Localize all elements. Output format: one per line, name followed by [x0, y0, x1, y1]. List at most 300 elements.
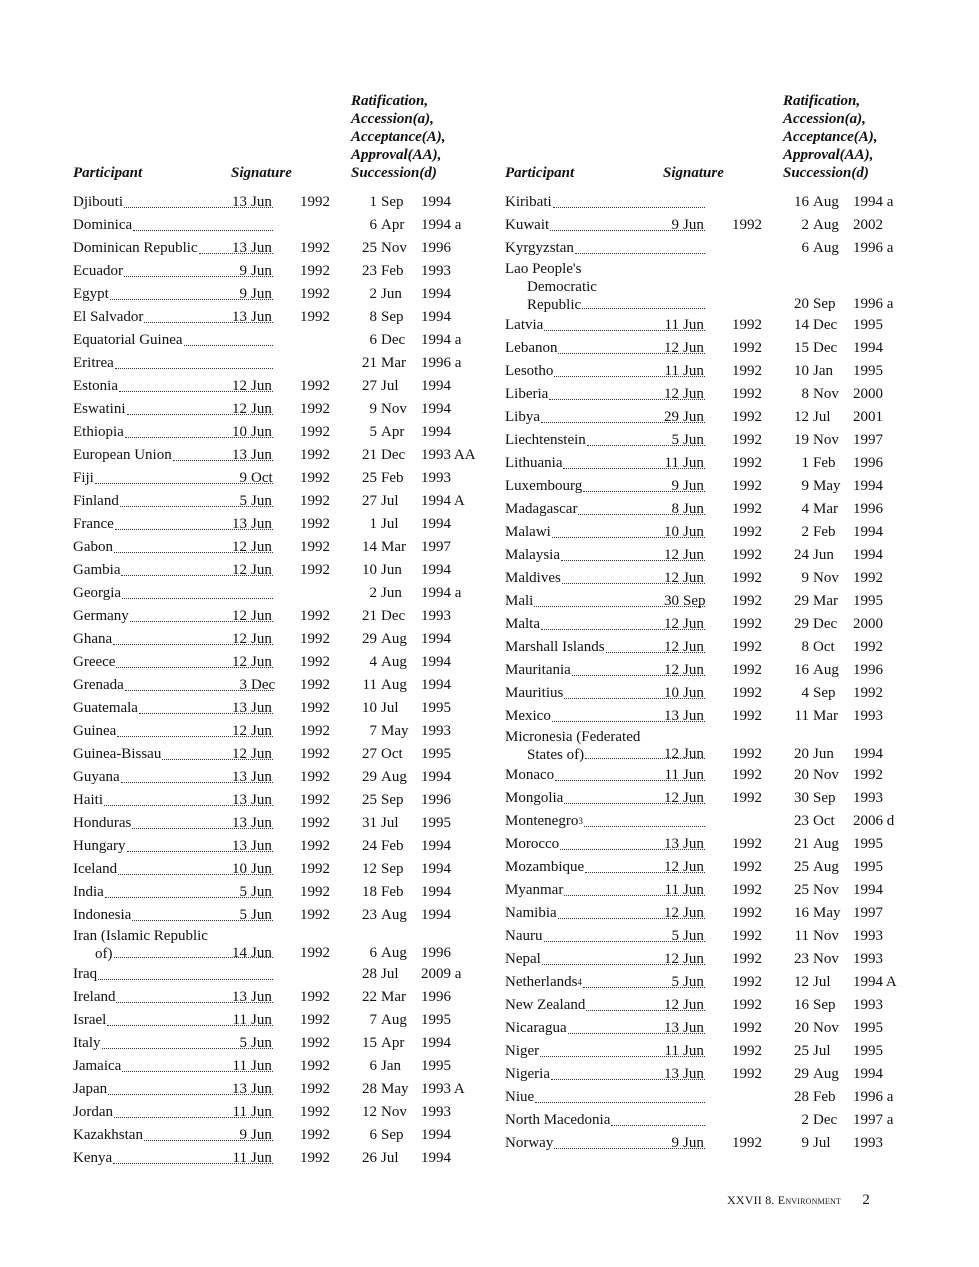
ratification-year: 1994 a	[853, 194, 894, 210]
participant-name-text: Estonia	[73, 378, 118, 394]
signature-month: Sep	[683, 593, 706, 609]
signature-day: 12	[664, 662, 679, 678]
signature-day: 13	[664, 708, 679, 724]
participant-name	[73, 214, 274, 237]
ratification-year: 1994	[421, 516, 451, 532]
signature-year: 1992	[732, 951, 762, 967]
signature-year: 1992	[732, 616, 762, 632]
participant-name-text: Nepal	[505, 951, 541, 967]
ratification-day: 25	[362, 470, 377, 486]
dot-leader	[102, 1048, 274, 1049]
ratification-month: Sep	[813, 685, 836, 701]
table-row	[73, 674, 476, 697]
signature-day: 11	[232, 1150, 247, 1166]
signature-day: 12	[232, 654, 247, 670]
table-row	[505, 1040, 897, 1063]
signature-day: 29	[664, 409, 679, 425]
right-column	[505, 86, 897, 1155]
signature-month: Jun	[251, 1012, 272, 1028]
ratification-month: Nov	[381, 1104, 407, 1120]
table-row	[73, 1055, 476, 1078]
table-row	[73, 214, 476, 237]
signature-month: Jun	[251, 907, 272, 923]
signature-day: 12	[664, 905, 679, 921]
participant-name-text: Ecuador	[73, 263, 123, 279]
ratification-day: 20	[794, 746, 809, 762]
dot-leader	[122, 598, 273, 599]
ratification-day: 24	[362, 838, 377, 854]
signature-year: 1992	[732, 501, 762, 517]
participant-name	[73, 329, 274, 352]
signature-day: 12	[664, 386, 679, 402]
signature-day: 12	[664, 340, 679, 356]
ratification-month: Aug	[813, 836, 839, 852]
ratification-day: 1	[369, 194, 377, 210]
dot-leader	[115, 368, 273, 369]
ratification-day: 5	[369, 424, 377, 440]
signature-year: 1992	[732, 363, 762, 379]
signature-day: 13	[232, 769, 247, 785]
ratification-year: 1996 a	[421, 355, 462, 371]
table-row	[73, 582, 476, 605]
ratification-day: 25	[794, 859, 809, 875]
ratification-day: 25	[362, 792, 377, 808]
signature-month: Jun	[251, 1150, 272, 1166]
table-row	[73, 835, 476, 858]
table-row	[505, 1017, 897, 1040]
ratification-year: 1996 a	[853, 1089, 894, 1105]
signature-year: 1992	[300, 945, 330, 961]
ratification-day: 9	[801, 1135, 809, 1151]
dot-leader	[550, 230, 705, 231]
ratification-month: Aug	[381, 1012, 407, 1028]
ratification-year: 1993	[421, 608, 451, 624]
ratification-day: 10	[794, 363, 809, 379]
participant-name-text: Myanmar	[505, 882, 564, 898]
dot-leader	[551, 1079, 705, 1080]
table-row	[505, 237, 897, 260]
participant-name-text: Kuwait	[505, 217, 550, 233]
signature-day: 13	[232, 240, 247, 256]
signature-day: 9	[671, 217, 679, 233]
participant-name	[73, 582, 274, 605]
participant-name-text: Lithuania	[505, 455, 563, 471]
participant-name-text: Greece	[73, 654, 116, 670]
signature-month: Jun	[251, 945, 272, 961]
ratification-day: 6	[369, 332, 377, 348]
participant-name-line: Lao People's	[505, 261, 582, 277]
ratification-month: Dec	[381, 447, 406, 463]
participant-name-text: Mali	[505, 593, 534, 609]
ratification-day: 1	[801, 455, 809, 471]
participant-name-text: Gambia	[73, 562, 121, 578]
ratification-month: Sep	[813, 997, 836, 1013]
ratification-day: 18	[362, 884, 377, 900]
table-row	[505, 810, 897, 833]
signature-year: 1992	[732, 905, 762, 921]
table-row	[73, 986, 476, 1009]
dot-leader	[584, 826, 705, 827]
signature-month: Jun	[683, 217, 704, 233]
ratification-year: 1993	[853, 1135, 883, 1151]
ratification-month: Feb	[813, 455, 836, 471]
participant-name-text: Liechtenstein	[505, 432, 586, 448]
signature-day: 9	[671, 1135, 679, 1151]
signature-month: Dec	[251, 677, 276, 693]
ratification-month: Jun	[381, 585, 402, 601]
ratification-day: 4	[801, 501, 809, 517]
ratification-month: Feb	[813, 1089, 836, 1105]
ratification-month: Feb	[381, 263, 404, 279]
ratification-day: 12	[794, 974, 809, 990]
signature-day: 13	[232, 838, 247, 854]
participant-table-right	[505, 191, 897, 1155]
participant-name-text: Morocco	[505, 836, 560, 852]
table-row	[73, 1032, 476, 1055]
participant-name-text: Israel	[73, 1012, 107, 1028]
ratification-month: May	[813, 478, 841, 494]
dot-leader	[114, 1117, 273, 1118]
table-row	[505, 613, 897, 636]
dot-leader	[105, 897, 273, 898]
dot-leader	[116, 667, 273, 668]
table-row	[505, 636, 897, 659]
signature-year: 1992	[732, 340, 762, 356]
signature-day: 10	[232, 424, 247, 440]
table-row	[73, 963, 476, 986]
table-row	[505, 452, 897, 475]
participant-name-text: Indonesia	[73, 907, 132, 923]
ratification-day: 25	[794, 1043, 809, 1059]
table-row	[73, 467, 476, 490]
ratification-day: 10	[362, 700, 377, 716]
signature-day: 13	[664, 1066, 679, 1082]
signature-month: Jun	[251, 700, 272, 716]
signature-month: Jun	[683, 746, 704, 762]
ratification-header: Ratification, Accession(a), Acceptance(A), Approval(AA), Succession(d)	[783, 93, 878, 181]
dot-leader	[98, 979, 273, 980]
ratification-day: 27	[362, 746, 377, 762]
ratification-year: 1995	[853, 1020, 883, 1036]
participant-name-text: Madagascar	[505, 501, 578, 517]
ratification-month: Aug	[381, 631, 407, 647]
ratification-year: 1996	[853, 455, 883, 471]
signature-day: 13	[232, 1081, 247, 1097]
footnote-marker: 4	[577, 977, 582, 987]
ratification-day: 20	[794, 767, 809, 783]
ratification-day: 15	[362, 1035, 377, 1051]
signature-day: 12	[232, 539, 247, 555]
participant-name-text: Iceland	[73, 861, 118, 877]
ratification-day: 1	[369, 516, 377, 532]
ratification-year: 1994	[853, 340, 883, 356]
footnote-marker: 3	[578, 816, 583, 826]
signature-month: Jun	[683, 882, 704, 898]
table-row	[505, 544, 897, 567]
ratification-day: 2	[801, 217, 809, 233]
ratification-month: Apr	[381, 1035, 405, 1051]
ratification-year: 1994	[421, 677, 451, 693]
signature-day: 12	[232, 378, 247, 394]
participant-name-text: Equatorial Guinea	[73, 332, 183, 348]
participant-name-text: El Salvador	[73, 309, 144, 325]
signature-year: 1992	[732, 455, 762, 471]
dot-leader	[544, 330, 705, 331]
signature-day: 9	[239, 1127, 247, 1143]
participant-name-text: Monaco	[505, 767, 555, 783]
table-row	[73, 421, 476, 444]
ratification-year: 1993 A	[421, 1081, 465, 1097]
ratification-month: Jul	[813, 1135, 831, 1151]
ratification-month: Aug	[381, 769, 407, 785]
table-row	[505, 383, 897, 406]
ratification-day: 6	[369, 945, 377, 961]
signature-day: 5	[671, 928, 679, 944]
ratification-year: 1995	[421, 1058, 451, 1074]
table-row	[73, 927, 476, 963]
ratification-year: 1997 a	[853, 1112, 894, 1128]
participant-name	[505, 1086, 706, 1109]
ratification-year: 1996 a	[853, 296, 894, 312]
table-row	[73, 1078, 476, 1101]
dot-leader	[115, 529, 273, 530]
signature-month: Jun	[251, 562, 272, 578]
signature-year: 1992	[300, 1150, 330, 1166]
signature-month: Jun	[251, 1035, 272, 1051]
ratification-year: 1994	[853, 547, 883, 563]
participant-name-text: Honduras	[73, 815, 132, 831]
ratification-day: 11	[794, 708, 809, 724]
ratification-day: 6	[801, 240, 809, 256]
ratification-day: 21	[362, 608, 377, 624]
ratification-year: 1994 a	[421, 585, 462, 601]
signature-year: 1992	[300, 700, 330, 716]
ratification-year: 1992	[853, 570, 883, 586]
signature-year: 1992	[300, 746, 330, 762]
ratification-day: 12	[794, 409, 809, 425]
dot-leader	[534, 606, 705, 607]
signature-year: 1992	[300, 194, 330, 210]
ratification-month: Nov	[813, 767, 839, 783]
signature-month: Jun	[683, 859, 704, 875]
participant-name-text: Maldives	[505, 570, 561, 586]
ratification-day: 29	[362, 769, 377, 785]
ratification-month: Mar	[813, 501, 838, 517]
ratification-year: 1992	[853, 767, 883, 783]
signature-year: 1992	[732, 317, 762, 333]
ratification-year: 1994	[421, 1150, 451, 1166]
participant-name-text: Hungary	[73, 838, 126, 854]
signature-month: Jun	[251, 286, 272, 302]
participant-name-text: Namibia	[505, 905, 557, 921]
table-row	[73, 1124, 476, 1147]
table-row	[73, 651, 476, 674]
signature-day: 12	[232, 631, 247, 647]
signature-month: Jun	[683, 409, 704, 425]
participant-name-text: Mozambique	[505, 859, 585, 875]
ratification-month: Nov	[381, 240, 407, 256]
signature-year: 1992	[300, 240, 330, 256]
participant-name-text: Germany	[73, 608, 129, 624]
participant-name-text: France	[73, 516, 114, 532]
ratification-month: Aug	[813, 194, 839, 210]
signature-month: Jun	[251, 838, 272, 854]
signature-day: 12	[664, 790, 679, 806]
signature-month: Jun	[251, 263, 272, 279]
signature-month: Jun	[683, 639, 704, 655]
ratification-day: 15	[794, 340, 809, 356]
signature-month: Jun	[251, 447, 272, 463]
signature-day: 5	[671, 432, 679, 448]
signature-day: 14	[232, 945, 247, 961]
signature-month: Jun	[251, 516, 272, 532]
participant-name-text: Guyana	[73, 769, 120, 785]
ratification-year: 1994	[421, 631, 451, 647]
ratification-month: Jul	[381, 1150, 399, 1166]
ratification-day: 11	[362, 677, 377, 693]
participant-name-text: Mexico	[505, 708, 551, 724]
dot-leader	[113, 644, 273, 645]
participant-name-text: Malta	[505, 616, 540, 632]
signature-year: 1992	[732, 997, 762, 1013]
signature-month: Jun	[251, 240, 272, 256]
table-row	[505, 337, 897, 360]
signature-month: Jun	[251, 424, 272, 440]
participant-name-text: Kiribati	[505, 194, 552, 210]
ratification-year: 1996	[853, 501, 883, 517]
ratification-day: 30	[794, 790, 809, 806]
ratification-year: 1994	[421, 194, 451, 210]
ratification-year: 1994	[853, 478, 883, 494]
ratification-day: 14	[794, 317, 809, 333]
table-row	[73, 306, 476, 329]
signature-month: Jun	[683, 905, 704, 921]
ratification-day: 27	[362, 378, 377, 394]
participant-name-text: States of)	[527, 747, 585, 763]
participant-name	[73, 352, 274, 375]
signature-month: Jun	[683, 317, 704, 333]
signature-day: 12	[232, 746, 247, 762]
participant-name-text: Guatemala	[73, 700, 138, 716]
table-row	[73, 881, 476, 904]
ratification-day: 16	[794, 662, 809, 678]
ratification-month: Nov	[813, 882, 839, 898]
table-row	[73, 789, 476, 812]
ratification-month: Dec	[381, 332, 406, 348]
signature-day: 12	[232, 723, 247, 739]
ratification-month: Aug	[813, 1066, 839, 1082]
table-row	[505, 902, 897, 925]
dot-leader	[119, 391, 273, 392]
ratification-day: 29	[362, 631, 377, 647]
signature-year: 1992	[300, 1081, 330, 1097]
signature-month: Jun	[251, 493, 272, 509]
signature-year: 1992	[300, 1104, 330, 1120]
ratification-year: 1993	[853, 790, 883, 806]
ratification-month: Feb	[381, 838, 404, 854]
ratification-day: 9	[801, 570, 809, 586]
ratification-year: 1995	[853, 317, 883, 333]
table-row	[505, 1063, 897, 1086]
ratification-year: 2000	[853, 616, 883, 632]
signature-year: 1992	[300, 562, 330, 578]
ratification-day: 23	[362, 907, 377, 923]
signature-month: Jun	[251, 769, 272, 785]
signature-year: 1992	[732, 547, 762, 563]
dot-leader	[535, 1102, 705, 1103]
ratification-year: 1996	[421, 792, 451, 808]
dot-leader	[107, 1025, 273, 1026]
participant-name-text: European Union	[73, 447, 172, 463]
ratification-day: 6	[369, 217, 377, 233]
signature-day: 11	[232, 1104, 247, 1120]
ratification-month: Nov	[813, 1020, 839, 1036]
ratification-day: 29	[794, 616, 809, 632]
ratification-year: 1994	[421, 309, 451, 325]
ratification-month: Oct	[813, 813, 835, 829]
ratification-year: 1994	[421, 769, 451, 785]
signature-day: 9	[239, 263, 247, 279]
signature-month: Jun	[683, 570, 704, 586]
ratification-day: 9	[801, 478, 809, 494]
ratification-month: Sep	[381, 1127, 404, 1143]
signature-day: 10	[664, 685, 679, 701]
signature-month: Jun	[683, 524, 704, 540]
signature-month: Jun	[251, 631, 272, 647]
signature-month: Jun	[683, 386, 704, 402]
signature-month: Jun	[251, 792, 272, 808]
signature-year: 1992	[732, 708, 762, 724]
dot-leader	[575, 253, 705, 254]
table-row	[505, 879, 897, 902]
table-row	[73, 812, 476, 835]
signature-year: 1992	[732, 593, 762, 609]
table-row	[505, 191, 897, 214]
signature-day: 11	[664, 455, 679, 471]
participant-name-text: Malaysia	[505, 547, 560, 563]
participant-name-text: Grenada	[73, 677, 124, 693]
signature-day: 5	[239, 884, 247, 900]
ratification-month: Nov	[813, 432, 839, 448]
ratification-month: Nov	[381, 401, 407, 417]
ratification-month: Aug	[381, 945, 407, 961]
signature-month: Jun	[683, 974, 704, 990]
table-row	[505, 994, 897, 1017]
signature-day: 3	[239, 677, 247, 693]
ratification-month: Jul	[813, 974, 831, 990]
signature-year: 1992	[300, 263, 330, 279]
ratification-day: 7	[369, 723, 377, 739]
ratification-month: Jul	[381, 516, 399, 532]
ratification-year: 1993	[853, 997, 883, 1013]
signature-month: Jun	[251, 723, 272, 739]
ratification-year: 1994 A	[421, 493, 465, 509]
table-row	[73, 536, 476, 559]
ratification-year: 1996 a	[853, 240, 894, 256]
signature-year: 1992	[300, 723, 330, 739]
ratification-year: 1994	[853, 524, 883, 540]
signature-day: 13	[232, 700, 247, 716]
ratification-day: 21	[794, 836, 809, 852]
table-row	[505, 659, 897, 682]
signature-month: Jun	[683, 547, 704, 563]
ratification-day: 28	[362, 1081, 377, 1097]
signature-month: Jun	[683, 1020, 704, 1036]
signature-month: Jun	[251, 861, 272, 877]
participant-name-text: Luxembourg	[505, 478, 583, 494]
participant-name-text: India	[73, 884, 104, 900]
signature-day: 13	[232, 815, 247, 831]
